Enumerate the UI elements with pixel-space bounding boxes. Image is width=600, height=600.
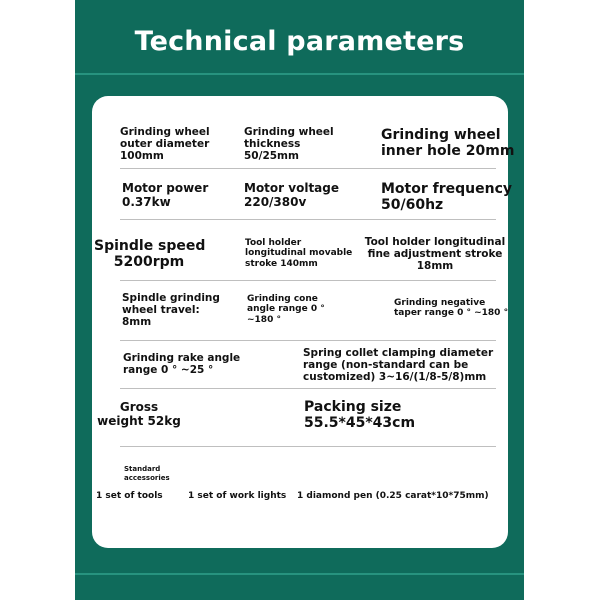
param-spindle-speed: Spindle speed 5200rpm — [94, 238, 206, 271]
row-divider — [120, 219, 496, 220]
param-motor-power: Motor power 0.37kw — [122, 181, 209, 209]
accessory-diamond-pen: 1 diamond pen (0.25 carat*10*75mm) — [297, 491, 489, 501]
param-tool-holder-fine-adjustment: Tool holder longitudinal fine adjustment stroke 18mm — [364, 236, 506, 273]
title-divider — [75, 73, 524, 75]
accessory-work-lights: 1 set of work lights — [188, 491, 287, 501]
row-divider — [120, 388, 496, 389]
param-cone-angle-range: Grinding cone angle range 0 ° ~180 ° — [247, 294, 325, 325]
param-negative-taper-range: Grinding negative taper range 0 ° ~180 ° — [394, 298, 509, 319]
bottom-divider — [75, 573, 524, 575]
param-gross-weight: Gross weight 52kg — [97, 400, 181, 428]
param-motor-frequency: Motor frequency 50/60hz — [381, 181, 513, 214]
param-motor-voltage: Motor voltage 220/380v — [244, 181, 340, 209]
row-divider — [120, 340, 496, 341]
param-spindle-wheel-travel: Spindle grinding wheel travel: 8mm — [122, 292, 220, 329]
row-divider — [120, 446, 496, 447]
param-wheel-thickness: Grinding wheel thickness 50/25mm — [244, 126, 334, 163]
param-tool-holder-movable-stroke: Tool holder longitudinal movable stroke 140mm — [245, 238, 353, 269]
param-packing-size: Packing size 55.5*45*43cm — [304, 399, 416, 432]
row-divider — [120, 168, 496, 169]
parameters-card — [92, 96, 515, 548]
param-collet-clamping-range: Spring collet clamping diameter range (non-standard can be customized) 3~16/(1/8-5/8)mm — [303, 347, 494, 384]
param-wheel-outer-diameter: Grinding wheel outer diameter 100mm — [120, 126, 210, 163]
accessory-tools: 1 set of tools — [96, 491, 163, 501]
param-rake-angle-range: Grinding rake angle range 0 ° ~25 ° — [123, 352, 241, 377]
accessories-label: Standard accessories — [124, 465, 170, 482]
row-divider — [120, 280, 496, 281]
page-title: Technical parameters — [134, 26, 465, 57]
param-wheel-inner-hole: Grinding wheel inner hole 20mm — [381, 127, 515, 160]
